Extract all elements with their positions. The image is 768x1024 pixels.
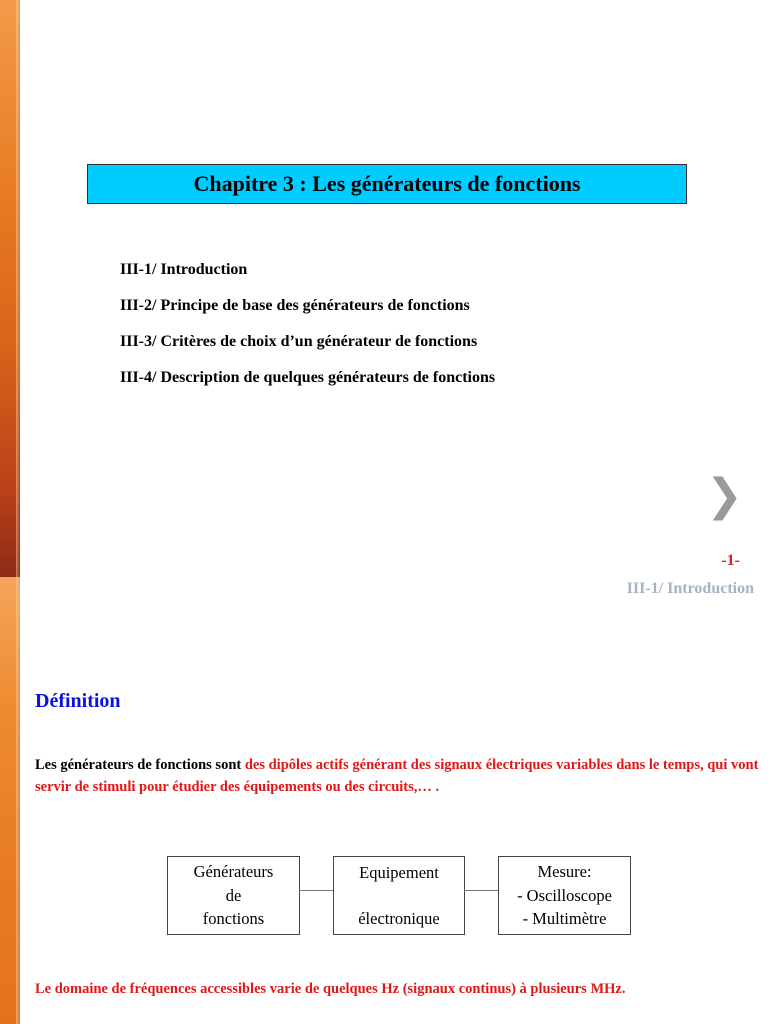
sidebar-decoration-top: [0, 0, 20, 577]
toc-item[interactable]: III-3/ Critères de choix d’un générateur de fonctions: [120, 333, 478, 350]
diagram-box-line: fonctions: [202, 909, 265, 929]
definition-heading: Définition: [35, 690, 121, 712]
diagram-box-line: - Oscilloscope: [517, 885, 612, 905]
diagram-box-line: Equipement: [359, 862, 439, 882]
definition-text-red: des dipôles actifs générant des signaux électriques variables dans le temps, qui vont servir de stimuli pour étudier des équipements ou des circuits,… .: [35, 757, 759, 795]
toc-item[interactable]: III-2/ Principe de base des générateurs de fonctions: [120, 297, 470, 314]
diagram-box-line: Mesure:: [537, 862, 592, 882]
page-number: -1-: [721, 552, 740, 569]
sidebar-decoration-bottom: [0, 577, 20, 1024]
diagram-connector: [464, 890, 498, 891]
diagram-box-function-generators: [167, 856, 300, 935]
toc-item[interactable]: III-4/ Description de quelques générateurs de fonctions: [120, 369, 496, 386]
diagram-box-line: électronique: [358, 909, 440, 928]
diagram-box-electronic-equipment: [333, 856, 465, 935]
frequency-range-note: Le domaine de fréquences accessibles varie de quelques Hz (signaux continus) à plusieurs MHz.: [35, 981, 626, 997]
definition-text-black: Les générateurs de fonctions sont: [35, 757, 245, 773]
definition-paragraph: [35, 754, 760, 798]
diagram-box-line: Générateurs: [193, 862, 274, 882]
table-of-contents: [120, 258, 495, 402]
chevron-right-icon[interactable]: ❯: [706, 470, 743, 521]
chapter-title-box: [87, 164, 687, 204]
chapter-title: Chapitre 3 : Les générateurs de fonctions: [193, 171, 581, 196]
diagram-box-line: - Multimètre: [522, 909, 607, 929]
section-header: III-1/ Introduction: [626, 580, 754, 597]
toc-item[interactable]: III-1/ Introduction: [120, 261, 248, 278]
diagram-box-line: de: [225, 885, 242, 905]
diagram-box-measurement: [498, 856, 631, 935]
diagram-connector: [299, 890, 333, 891]
